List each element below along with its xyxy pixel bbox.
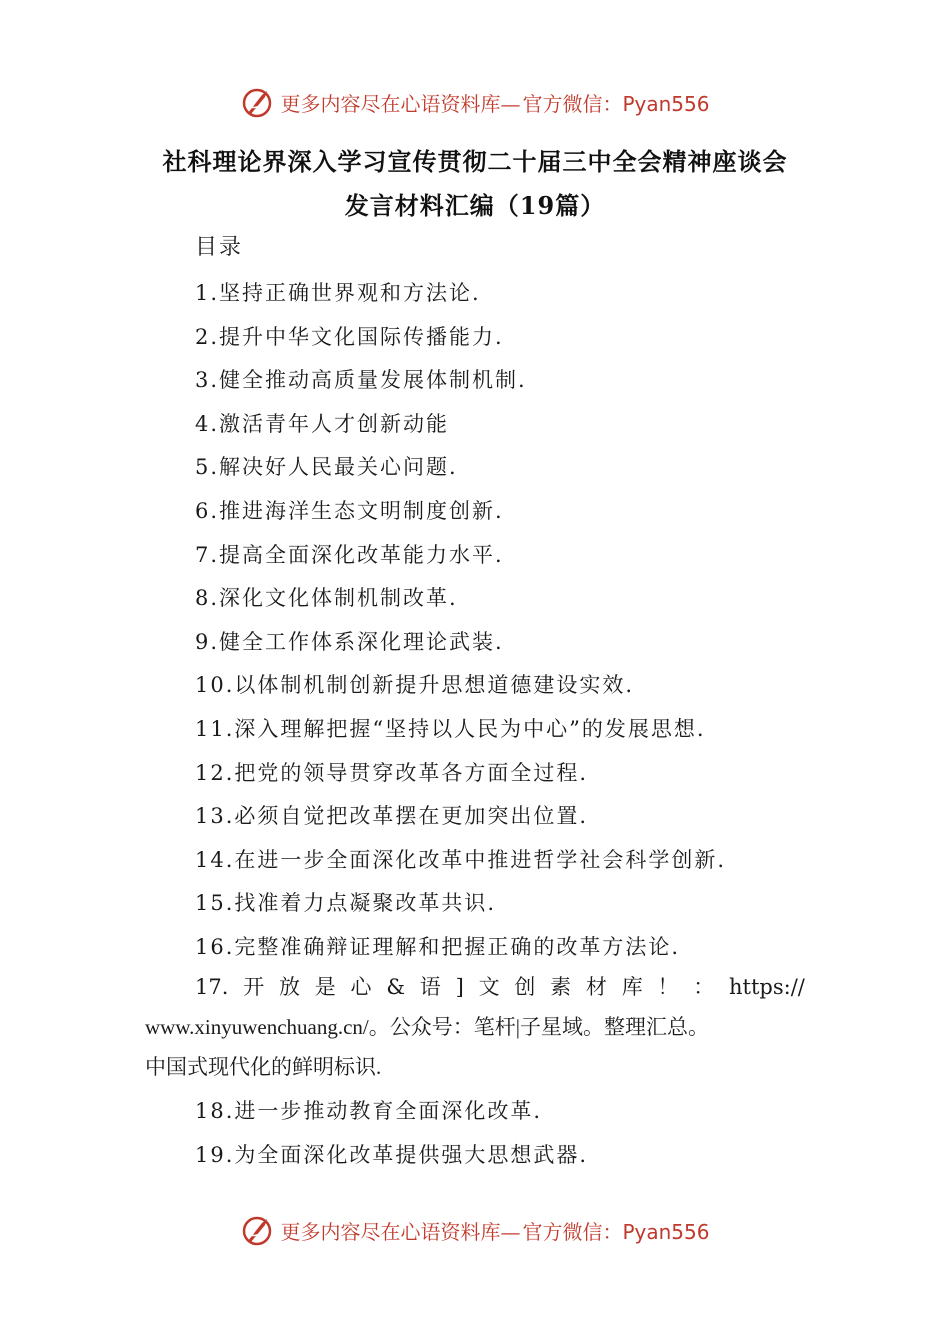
toc-item: 6.推进海洋生态文明制度创新. [195, 498, 504, 523]
toc-item-17-line3: 中国式现代化的鲜明标识. [145, 1055, 382, 1079]
toc-item-17-part: ： [693, 975, 715, 999]
toc-item-17-part: 材 [585, 975, 607, 999]
toc-item-17-line1 [145, 967, 805, 1007]
document-title-line1: 社科理论界深入学习宣传贯彻二十届三中全会精神座谈会 [162, 147, 788, 176]
toc-item-17-url-part: https:// [729, 975, 805, 999]
header-banner [0, 82, 950, 122]
toc-item-17-part: 文 [478, 975, 500, 999]
banner-brand-text: 更多内容尽在心语资料库— [280, 1219, 521, 1244]
toc-item-17-line2: www.xinyuwenchuang.cn/。公众号：笔杆|子星域。整理汇总。 [145, 1015, 709, 1039]
toc-item-17-part: 是 [314, 975, 336, 999]
toc-item: 19.为全面深化改革提供强大思想武器. [195, 1142, 589, 1167]
toc-item-17-part: 心 [350, 975, 372, 999]
footer-banner [0, 1210, 950, 1250]
toc-item: 7.提高全面深化改革能力水平. [195, 542, 504, 567]
toc-heading: 目录 [195, 235, 244, 260]
toc-item: 14.在进一步全面深化改革中推进哲学社会科学创新. [195, 847, 727, 872]
toc-item-17-part: 放 [278, 975, 300, 999]
table-of-contents [195, 228, 815, 970]
toc-item: 15.找准着力点凝聚改革共识. [195, 891, 497, 916]
document-title-line2: 发言材料汇编（19篇） [344, 191, 606, 220]
toc-item: 8.深化文化体制机制改革. [195, 586, 458, 611]
banner-contact-text: 官方微信：Pyan556 [522, 1219, 710, 1244]
toc-item-17-part: 语 [419, 975, 441, 999]
toc-item: 12.把党的领导贯穿改革各方面全过程. [195, 760, 589, 785]
toc-item: 11.深入理解把握“坚持以人民为中心”的发展思想. [195, 716, 706, 741]
toc-item-17-part: 创 [514, 975, 536, 999]
toc-item: 2.提升中华文化国际传播能力. [195, 324, 504, 349]
toc-item: 3.健全推动高质量发展体制机制. [195, 368, 527, 393]
toc-item-17-part: 素 [550, 975, 572, 999]
toc-item: 4.激活青年人才创新动能 [195, 411, 450, 436]
toc-item: 18.进一步推动教育全面深化改革. [195, 1099, 543, 1123]
toc-item-17-part: ] [455, 975, 464, 999]
toc-item-17-part: ！ [657, 975, 679, 999]
banner-brand-text: 更多内容尽在心语资料库— [280, 91, 521, 116]
toc-item-17-part: 库 [621, 975, 643, 999]
table-of-contents-tail [195, 1090, 588, 1177]
toc-item-17-part: 17. [195, 975, 229, 999]
toc-item: 16.完整准确辩证理解和把握正确的改革方法论. [195, 934, 681, 959]
toc-item: 13.必须自觉把改革摆在更加突出位置. [195, 804, 589, 829]
pen-nib-logo-icon [240, 1213, 274, 1247]
toc-item: 9.健全工作体系深化理论武装. [195, 629, 504, 654]
toc-item-17 [145, 967, 805, 1087]
toc-item-17-part: & [386, 975, 406, 999]
toc-item: 5.解决好人民最关心问题. [195, 455, 458, 480]
toc-item-17-part: 开 [243, 975, 265, 999]
banner-contact-text: 官方微信：Pyan556 [522, 91, 710, 116]
pen-nib-logo-icon [240, 85, 274, 119]
toc-item: 1.坚持正确世界观和方法论. [195, 281, 481, 305]
toc-item: 10.以体制机制创新提升思想道德建设实效. [195, 673, 635, 698]
